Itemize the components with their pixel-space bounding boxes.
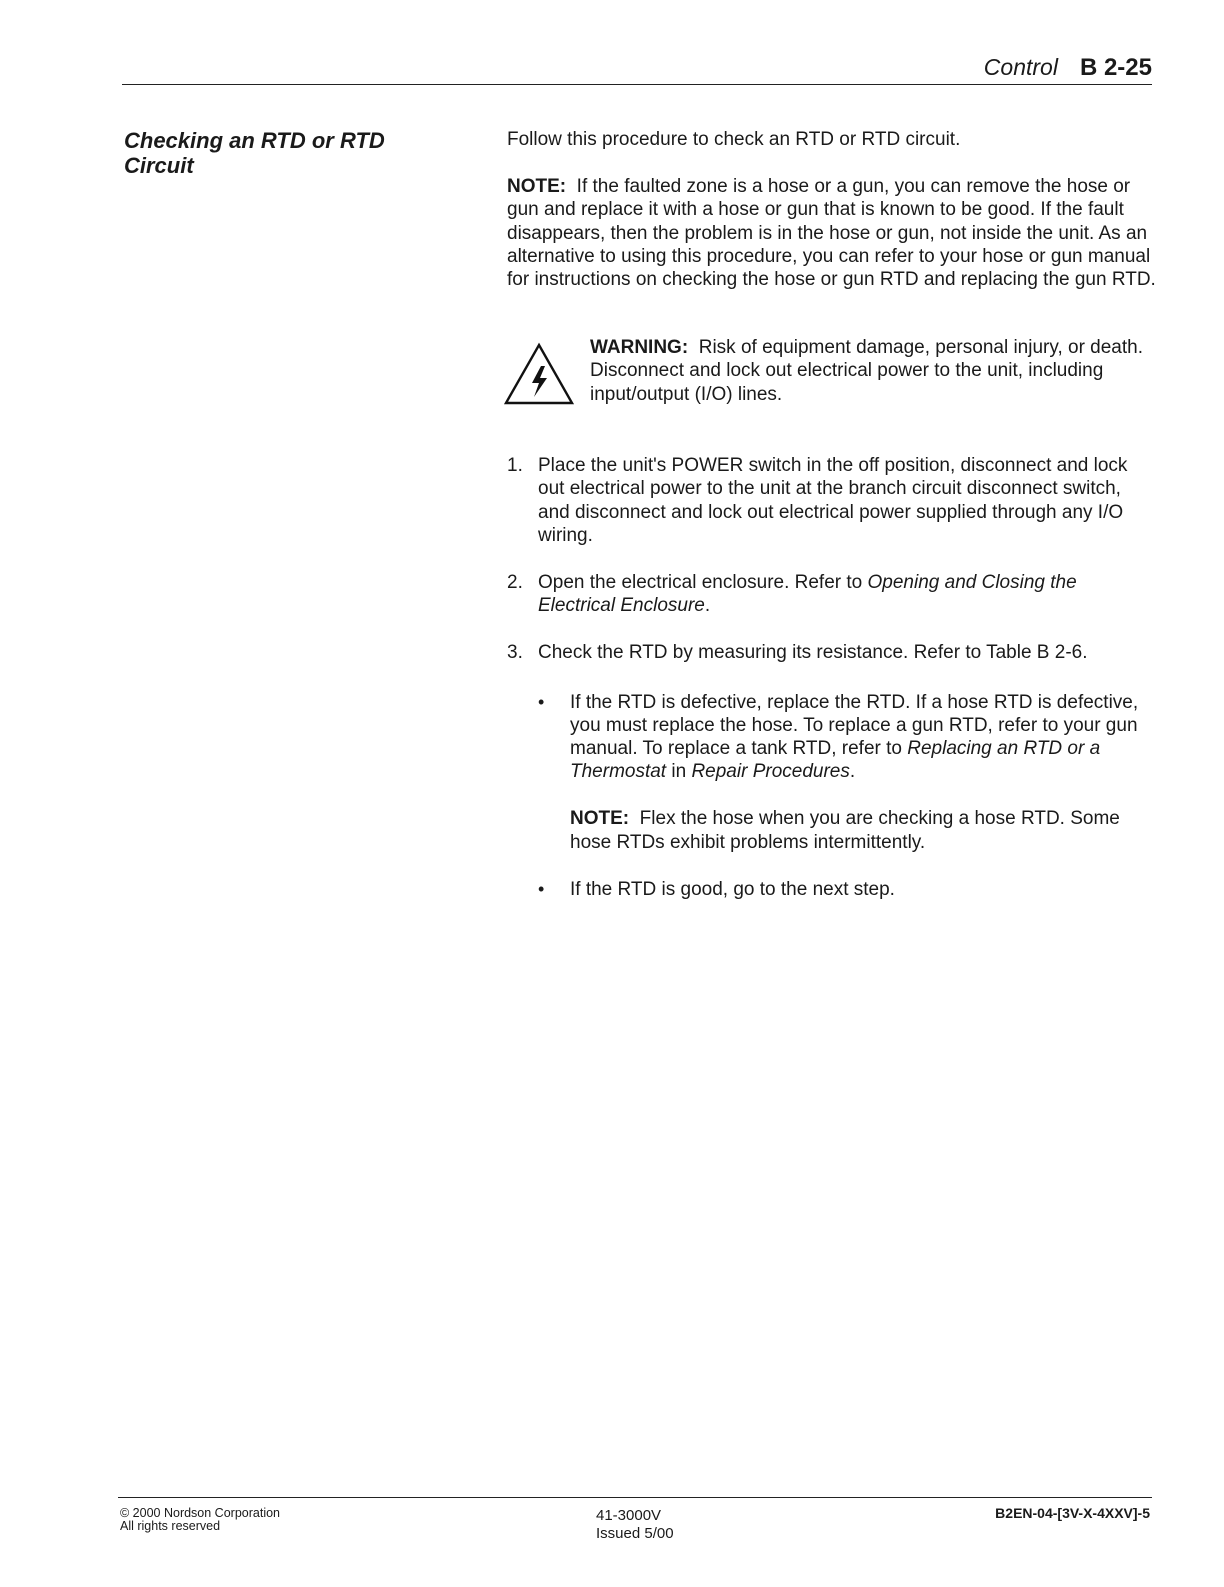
header-rule: [122, 84, 1152, 85]
procedure-steps: [507, 454, 1157, 901]
step-text: Place the unit's POWER switch in the off position, disconnect and lock out electrical power to the unit at the branch circuit disconnect switch, and disconnect and lock out electrical power supplied through any I/O wiring.: [538, 455, 1128, 546]
bullet-text-part: in: [666, 761, 692, 783]
step-number: 2.: [507, 572, 523, 594]
reference-link: Replacing an RTD or a Thermostat: [570, 738, 1101, 783]
bullet-text-part: If the RTD is defective, replace the RTD. If a hose RTD is defective, you must replace the hose. To replace a gun RTD, refer to your gun manual. To replace a tank RTD, refer to: [570, 691, 1139, 760]
step-3: [507, 641, 1157, 901]
intro-paragraph: Follow this procedure to check an RTD or RTD circuit.: [507, 129, 961, 150]
step-number: 3.: [507, 642, 523, 664]
note-label: NOTE:: [570, 808, 630, 830]
page-header: [984, 54, 1152, 82]
section-heading: Checking an RTD or RTD Circuit: [124, 128, 385, 178]
step-text: Open the electrical enclosure. Refer to: [538, 572, 868, 594]
step-number: 1.: [507, 455, 523, 477]
step-text: Check the RTD by measuring its resistance. Refer to Table B 2-6.: [538, 642, 1088, 664]
footer-doc-code: B2EN-04-[3V-X-4XXV]-5: [995, 1505, 1150, 1521]
part-number: 41-3000V: [596, 1507, 662, 1524]
footer-copyright: [120, 1507, 280, 1533]
step-1: [507, 454, 1157, 547]
footer-rule: [118, 1497, 1152, 1498]
note-label: NOTE:: [507, 176, 567, 198]
bullet-note: [570, 807, 1157, 853]
step-reference: Opening and Closing the Electrical Enclosure: [538, 572, 1077, 617]
note-text: If the faulted zone is a hose or a gun, you can remove the hose or gun and replace it with a hose or gun that is known to be good. If the fault disappears, then the problem is in the hose or gun, not inside the unit. As an alternative to using this procedure, you can refer to your hose or gun manual for instructions on checking the hose or gun RTD and replacing the gun RTD.: [507, 176, 1156, 291]
warning-text: Risk of equipment damage, personal injury, or death. Disconnect and lock out electrical power to the unit, including input/output (I/O) lines.: [590, 337, 1144, 405]
footer-part-info: [596, 1507, 674, 1543]
issue-date: Issued 5/00: [596, 1525, 674, 1542]
bullet-text: [570, 691, 1157, 784]
step-text-end: .: [704, 595, 711, 617]
warning-paragraph: [590, 336, 1157, 406]
step-2: [507, 571, 1157, 617]
page-number: B 2-25: [1079, 54, 1152, 81]
body-content: [507, 128, 1157, 925]
warning-block: [507, 336, 1157, 408]
warning-label: WARNING:: [590, 337, 689, 359]
bullet-text-part: .: [849, 761, 856, 783]
bullet-icon: •: [538, 878, 545, 899]
bullet-item: [538, 878, 1157, 901]
rights-text: All rights reserved: [120, 1519, 221, 1533]
bullet-item: [538, 691, 1157, 854]
reference-link: Repair Procedures: [691, 761, 850, 783]
section-title: Control: [983, 54, 1058, 80]
copyright-text: © 2000 Nordson Corporation: [120, 1506, 280, 1520]
note-paragraph: [507, 175, 1157, 291]
electrical-hazard-triangle-icon: [503, 342, 575, 406]
bullet-text: If the RTD is good, go to the next step.: [570, 878, 895, 900]
note-text: Flex the hose when you are checking a hose RTD. Some hose RTDs exhibit problems intermittently.: [570, 808, 1120, 853]
step-3-bullets: [538, 691, 1157, 901]
bullet-icon: •: [538, 691, 545, 712]
